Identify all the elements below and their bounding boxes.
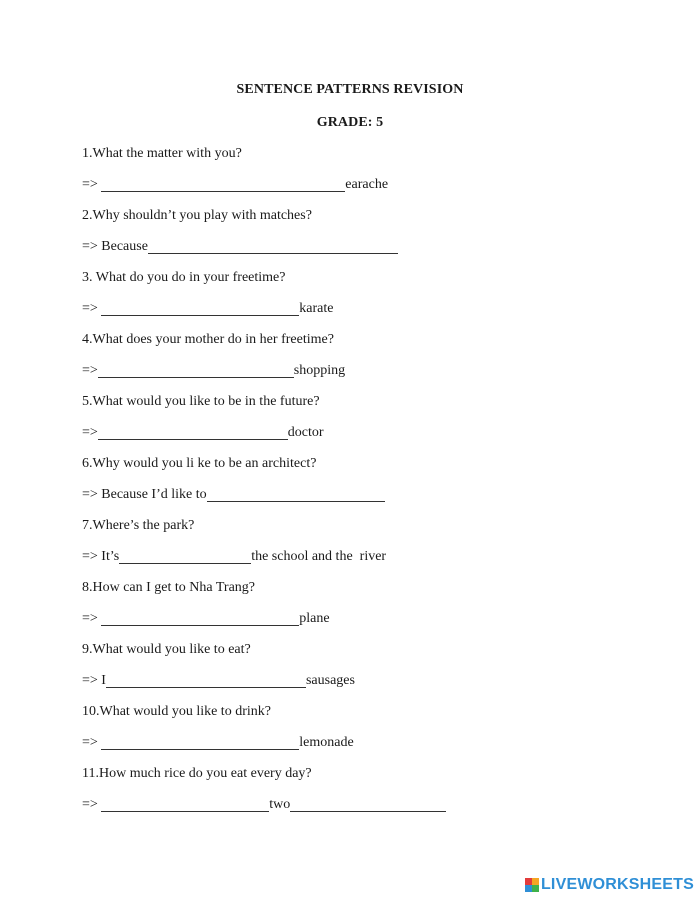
answer-hint-word: earache <box>345 177 389 192</box>
answer-prefix: => <box>82 177 102 192</box>
answer-line <box>82 362 642 393</box>
answer-hint-word: two <box>269 797 291 812</box>
answer-prefix: => <box>82 797 102 812</box>
answer-blank[interactable] <box>101 796 269 812</box>
answer-hint-word: karate <box>299 301 334 316</box>
question-text: 5.What would you like to be in the future? <box>82 394 320 409</box>
answer-line <box>82 548 642 579</box>
answer-blank[interactable] <box>101 734 299 750</box>
liveworksheets-logo <box>525 874 694 896</box>
answer-line <box>82 734 642 765</box>
question-text: 6.Why would you li ke to be an architect? <box>82 456 317 471</box>
worksheet-title: SENTENCE PATTERNS REVISION <box>236 82 464 97</box>
answer-blank[interactable] <box>148 238 398 254</box>
answer-prefix: => <box>82 611 102 626</box>
answer-blank[interactable] <box>207 486 385 502</box>
question-text: 8.How can I get to Nha Trang? <box>82 580 256 595</box>
answer-prefix: => I <box>82 673 106 688</box>
answer-blank[interactable] <box>119 548 251 564</box>
answer-prefix: => <box>82 363 98 378</box>
answer-line <box>82 610 642 641</box>
question-text: 7.Where’s the park? <box>82 518 195 533</box>
answer-blank[interactable] <box>98 424 288 440</box>
answer-blank[interactable] <box>106 672 306 688</box>
answer-blank[interactable] <box>98 362 294 378</box>
answer-prefix: => It’s <box>82 549 120 564</box>
grade-label: GRADE: 5 <box>316 115 384 130</box>
question-text: 2.Why shouldn’t you play with matches? <box>82 208 312 223</box>
answer-blank[interactable] <box>101 610 299 626</box>
answer-line <box>82 176 642 207</box>
question-text: 10.What would you like to drink? <box>82 704 271 719</box>
answer-prefix: => Because I’d like to <box>82 487 207 502</box>
answer-line <box>82 424 642 455</box>
question-list <box>82 145 642 827</box>
answer-hint-word: plane <box>299 611 330 626</box>
answer-hint-word: the school and the river <box>251 549 387 564</box>
logo-text: LIVEWORKSHEETS <box>540 876 694 893</box>
answer-blank[interactable] <box>101 300 299 316</box>
answer-prefix: => <box>82 301 102 316</box>
answer-line <box>82 300 642 331</box>
question-text: 9.What would you like to eat? <box>82 642 251 657</box>
answer-hint-word: shopping <box>293 363 346 378</box>
liveworksheets-logo-icon <box>525 878 539 892</box>
answer-blank[interactable] <box>290 796 446 812</box>
answer-prefix: => <box>82 425 98 440</box>
answer-line <box>82 238 642 269</box>
question-text: 11.How much rice do you eat every day? <box>82 766 312 781</box>
answer-blank[interactable] <box>101 176 345 192</box>
question-text: 4.What does your mother do in her freetime? <box>82 332 334 347</box>
answer-hint-word: sausages <box>305 673 355 688</box>
answer-prefix: => <box>82 735 102 750</box>
answer-line <box>82 486 642 517</box>
answer-hint-word: doctor <box>287 425 324 440</box>
question-text: 1.What the matter with you? <box>82 146 242 161</box>
question-text: 3. What do you do in your freetime? <box>82 270 286 285</box>
answer-line <box>82 796 642 827</box>
answer-line <box>82 672 642 703</box>
answer-prefix: => Because <box>82 239 148 254</box>
answer-hint-word: lemonade <box>299 735 354 750</box>
